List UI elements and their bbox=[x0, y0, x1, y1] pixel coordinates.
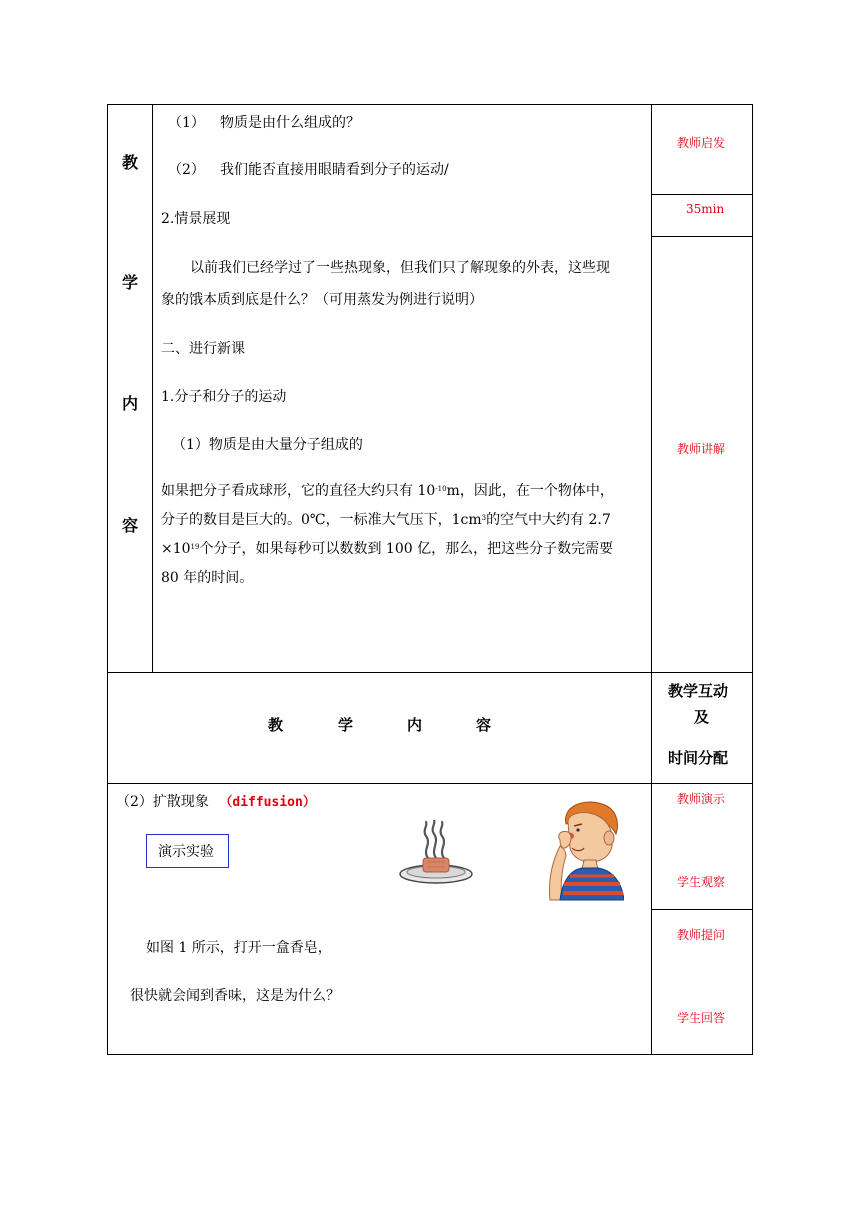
text-run: ×10 bbox=[161, 541, 191, 557]
header-right-line-3: 时间分配 bbox=[668, 749, 729, 767]
text-run: 个分子，如果每秒可以数数到 100 亿，那么，把这些分子数完需要 bbox=[199, 541, 614, 557]
header-char-xue: 学 bbox=[338, 716, 354, 734]
question-2-text: 我们能否直接用眼睛看到分子的运动/ bbox=[220, 162, 449, 178]
header-char-nei: 内 bbox=[407, 716, 423, 734]
note-student-observe: 学生观察 bbox=[677, 875, 726, 889]
table-border-right bbox=[752, 104, 753, 1055]
molecule-paragraph-line-1 bbox=[161, 481, 614, 501]
note-teacher-explain: 教师讲解 bbox=[677, 442, 726, 456]
text-run: 如果把分子看成球形，它的直径大约只有 10 bbox=[161, 483, 436, 499]
question-1-number: （1） bbox=[168, 115, 205, 131]
header-char-jiao: 教 bbox=[268, 716, 284, 734]
diffusion-title bbox=[116, 792, 316, 813]
superscript: 19 bbox=[190, 543, 200, 551]
side-column-divider bbox=[152, 104, 153, 673]
molecule-paragraph-line-2 bbox=[161, 510, 611, 530]
header-right-line-1: 教学互动 bbox=[668, 682, 729, 700]
note-teacher-inspire: 教师启发 bbox=[677, 136, 726, 150]
molecule-paragraph-line-4: 80 年的时间。 bbox=[161, 570, 254, 586]
notes-divider-2 bbox=[651, 236, 753, 237]
smelling-man-icon bbox=[546, 800, 624, 902]
table-border-left bbox=[107, 104, 108, 1055]
side-char-xue: 学 bbox=[122, 273, 139, 292]
subtopic-heading: （1）物质是由大量分子组成的 bbox=[172, 437, 363, 453]
header-row-bottom bbox=[107, 783, 753, 784]
side-char-nei: 内 bbox=[122, 394, 139, 413]
superscript: -10 bbox=[435, 485, 447, 493]
molecule-paragraph-line-3 bbox=[161, 539, 613, 559]
intro-paragraph-line-2: 象的饿本质到底是什么？（可用蒸发为例进行说明） bbox=[161, 292, 483, 308]
notes-divider-1 bbox=[651, 194, 753, 195]
notes-divider-3 bbox=[651, 909, 753, 910]
superscript: 3 bbox=[481, 514, 487, 522]
soap-dish-icon bbox=[398, 820, 474, 890]
text-run: m，因此，在一个物体中， bbox=[446, 483, 614, 499]
diffusion-title-en: （diffusion） bbox=[219, 795, 316, 810]
scene-heading: 2.情景展现 bbox=[161, 211, 231, 227]
note-teacher-ask: 教师提问 bbox=[677, 928, 726, 942]
table-border-top bbox=[107, 104, 753, 105]
note-time: 35min bbox=[686, 202, 725, 216]
header-char-rong: 容 bbox=[476, 716, 492, 734]
question-line-2: 很快就会闻到香味，这是为什么？ bbox=[130, 988, 340, 1004]
note-student-answer: 学生回答 bbox=[677, 1011, 726, 1025]
note-teacher-demo: 教师演示 bbox=[677, 792, 726, 806]
demo-experiment-label: 演示实验 bbox=[158, 844, 214, 860]
new-lesson-heading: 二、进行新课 bbox=[161, 341, 245, 357]
topic-heading: 1.分子和分子的运动 bbox=[161, 389, 287, 405]
demo-experiment-box bbox=[146, 834, 229, 868]
intro-paragraph-line-1: 以前我们已经学过了一些热现象，但我们只了解现象的外表，这些现 bbox=[190, 260, 610, 276]
notes-column-divider bbox=[651, 104, 652, 1055]
header-row-top bbox=[107, 672, 753, 673]
header-right-line-2: 及 bbox=[694, 708, 710, 726]
table-border-bottom bbox=[107, 1054, 753, 1055]
question-line-1: 如图 1 所示，打开一盒香皂， bbox=[146, 940, 332, 956]
text-run: 分子的数目是巨大的。0℃，一标准大气压下，1cm bbox=[161, 512, 482, 528]
side-char-rong: 容 bbox=[122, 516, 139, 535]
side-char-jiao: 教 bbox=[122, 153, 139, 172]
question-2-number: （2） bbox=[168, 162, 205, 178]
diffusion-title-zh: （2）扩散现象 bbox=[116, 794, 209, 810]
question-1-text: 物质是由什么组成的？ bbox=[220, 115, 360, 131]
text-run: 的空气中大约有 2.7 bbox=[486, 512, 611, 528]
